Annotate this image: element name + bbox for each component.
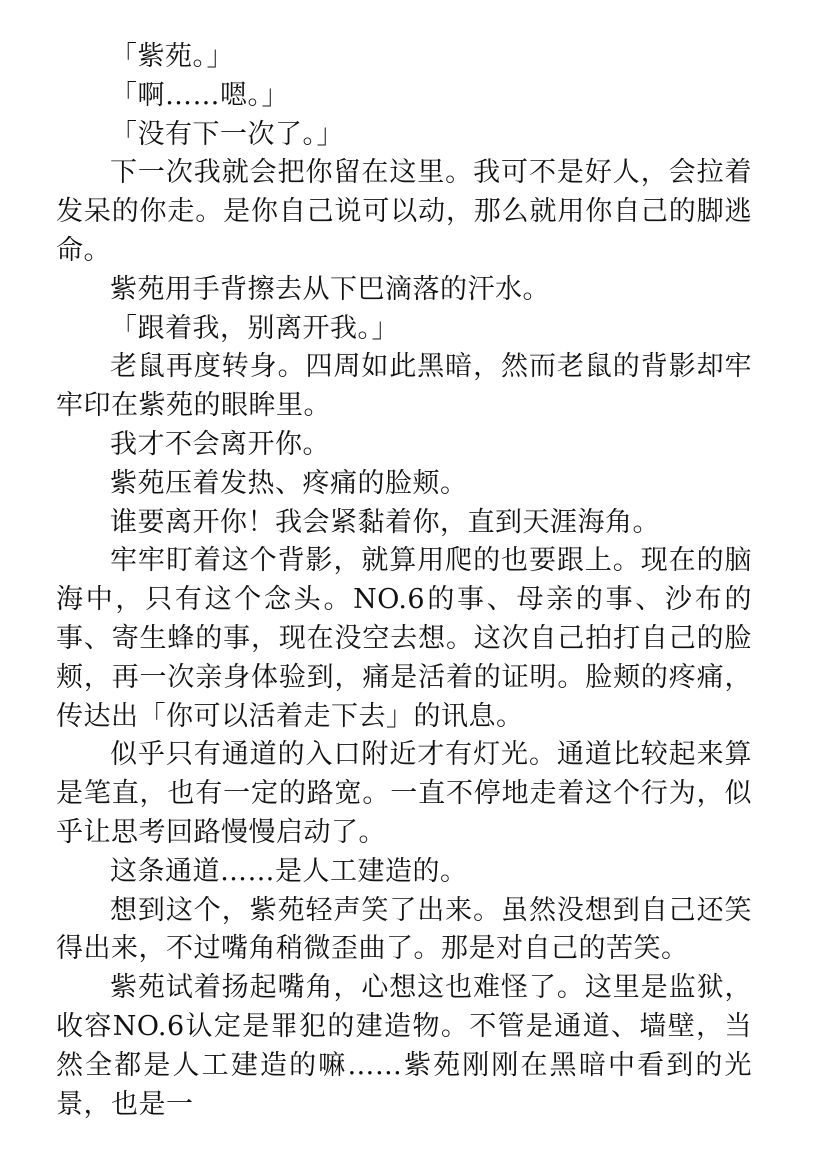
paragraph: 谁要离开你！我会紧黏着你，直到天涯海角。 (110, 506, 660, 538)
paragraph: 这条通道……是人工建造的。 (110, 855, 468, 887)
paragraph: 似乎只有通道的入口附近才有灯光。通道比较起来算是笔直，也有一定的路宽。一直不停地走着这个行为，似乎让思考回路慢慢启动了。 (56, 739, 752, 848)
paragraph: 紫苑压着发热、疼痛的脸颊。 (110, 467, 468, 499)
paragraph: 紫苑用手背擦去从下巴滴落的汗水。 (110, 273, 550, 305)
paragraph: 「紫苑。」 (110, 41, 234, 72)
paragraph: 牢牢盯着这个背影，就算用爬的也要跟上。现在的脑海中，只有这个念头。NO.6的事、母亲的事、沙布的事、寄生蜂的事，现在没空去想。这次自己拍打自己的脸颊，再一次亲身体验到，痛是活着的证明。脸颊的疼痛，传达出「你可以活着走下去」的讯息。 (56, 545, 752, 732)
paragraph: 下一次我就会把你留在这里。我可不是好人，会拉着发呆的你走。是你自己说可以动，那么就用你自己的脚逃命。 (56, 157, 752, 266)
paragraph: 「没有下一次了。」 (110, 118, 344, 150)
paragraph: 紫苑试着扬起嘴角，心想这也难怪了。这里是监狱，收容NO.6认定是罪犯的建造物。不管是通道、墙壁，当然全都是人工建造的嘛……紫苑刚刚在黑暗中看到的光景，也是一 (56, 972, 752, 1120)
paragraph: 老鼠再度转身。四周如此黑暗，然而老鼠的背影却牢牢印在紫苑的眼眸里。 (56, 351, 752, 422)
page-text (56, 38, 752, 1124)
paragraph: 「啊……嗯。」 (110, 79, 289, 111)
paragraph: 「跟着我，别离开我。」 (110, 312, 399, 344)
paragraph: 想到这个，紫苑轻声笑了出来。虽然没想到自己还笑得出来，不过嘴角稍微歪曲了。那是对自己的苦笑。 (56, 894, 752, 965)
paragraph: 我才不会离开你。 (110, 428, 330, 460)
